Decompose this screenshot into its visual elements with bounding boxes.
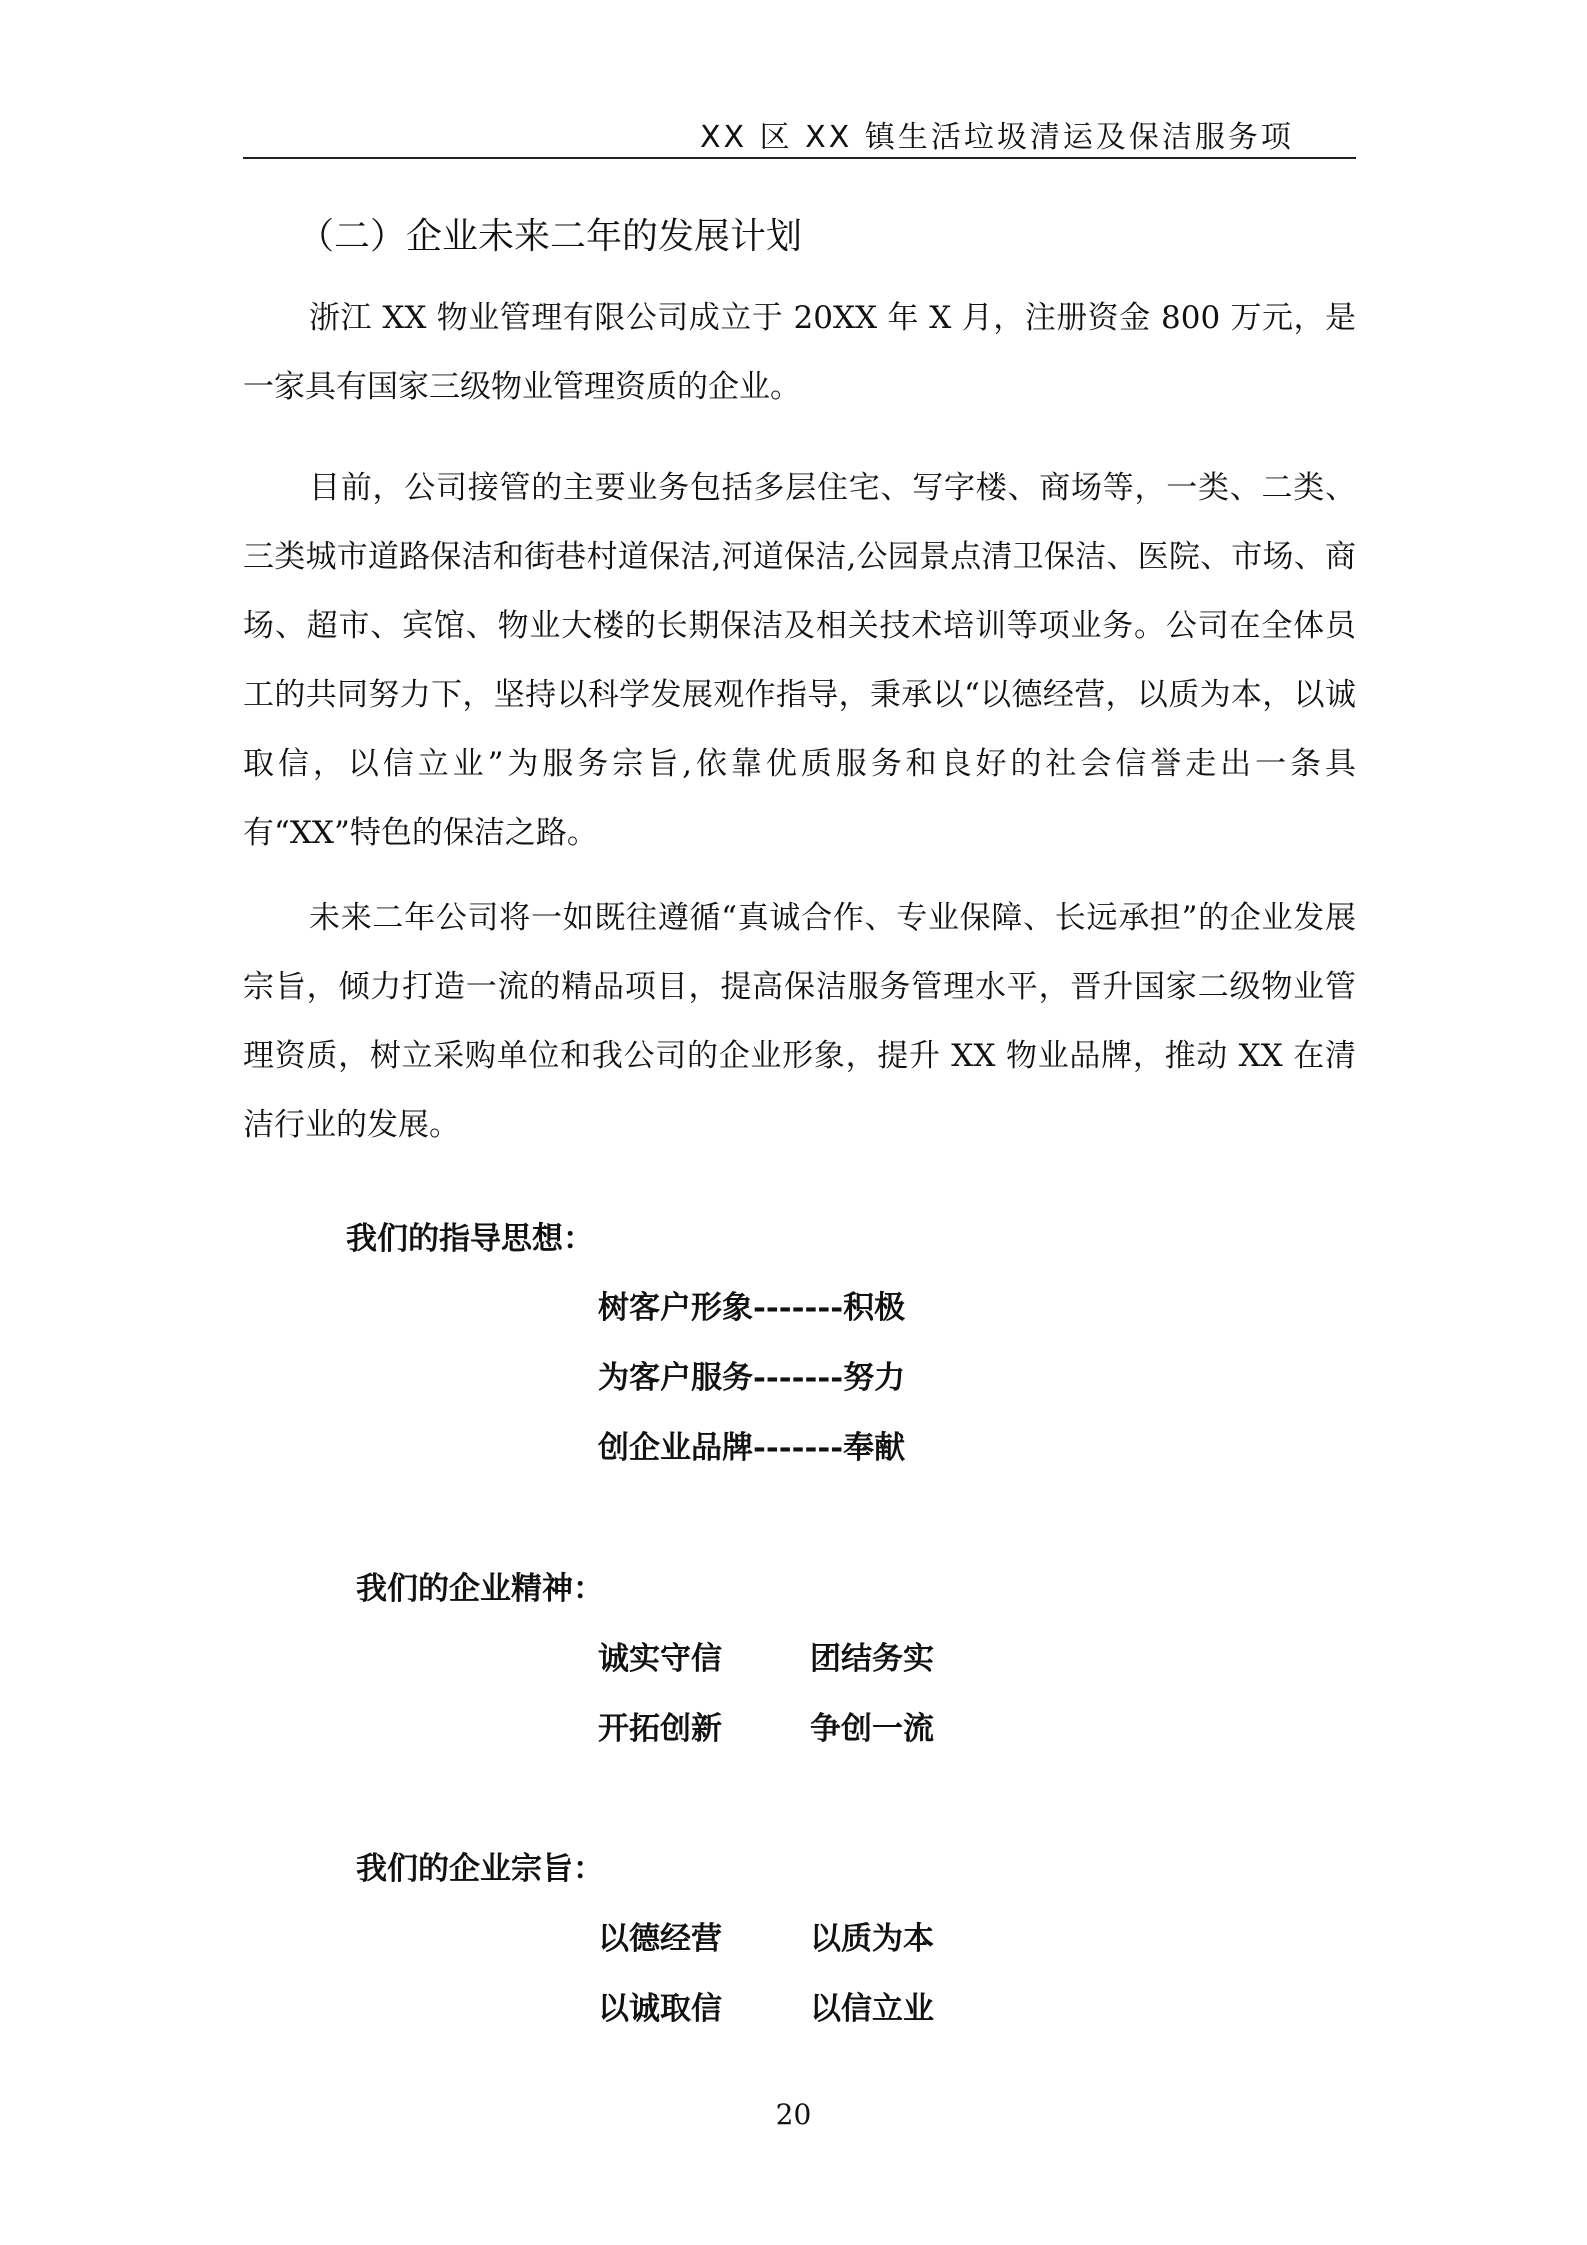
- header-title: XX 区 XX 镇生活垃圾清运及保洁服务项: [700, 120, 1294, 155]
- purpose-phrase: 以诚取信: [598, 1991, 722, 2027]
- spirit-phrase: 团结务实: [810, 1641, 934, 1677]
- section-title: （二）企业未来二年的发展计划: [298, 216, 803, 257]
- guiding-thought-heading: 我们的指导思想：: [346, 1221, 594, 1257]
- enterprise-purpose-heading: 我们的企业宗旨：: [356, 1851, 604, 1887]
- enterprise-purpose-row: [598, 1913, 934, 1958]
- paragraph-future-plan: 未来二年公司将一如既往遵循“真诚合作、专业保障、长远承担”的企业发展宗旨，倾力打造一流的精品项目，提高保洁服务管理水平，晋升国家二级物业管理资质，树立采购单位和我公司的企业形象，提升 XX 物业品牌，推动 XX 在清洁行业的发展。: [243, 900, 1356, 1143]
- spirit-phrase: 诚实守信: [598, 1641, 722, 1677]
- header-divider: [243, 157, 1356, 159]
- purpose-phrase: 以德经营: [598, 1921, 722, 1957]
- enterprise-purpose-row: [598, 1983, 934, 2028]
- purpose-phrase: 以信立业: [810, 1991, 934, 2027]
- enterprise-spirit-row: [598, 1633, 934, 1678]
- guiding-thought-line: 树客户形象-------积极: [598, 1290, 906, 1326]
- guiding-thought-line: 创企业品牌-------奉献: [598, 1430, 906, 1466]
- spirit-phrase: 开拓创新: [598, 1711, 722, 1747]
- enterprise-spirit-row: [598, 1703, 934, 1748]
- guiding-thought-line: 为客户服务-------努力: [598, 1360, 906, 1396]
- paragraph-company-intro: 浙江 XX 物业管理有限公司成立于 20XX 年 X 月，注册资金 800 万元，是一家具有国家三级物业管理资质的企业。: [243, 300, 1356, 405]
- spirit-phrase: 争创一流: [810, 1711, 934, 1747]
- enterprise-spirit-heading: 我们的企业精神：: [356, 1571, 604, 1607]
- page-number: 20: [775, 2098, 812, 2131]
- purpose-phrase: 以质为本: [810, 1921, 934, 1957]
- paragraph-business-scope: 目前，公司接管的主要业务包括多层住宅、写字楼、商场等，一类、二类、三类城市道路保洁和街巷村道保洁,河道保洁,公园景点清卫保洁、医院、市场、商场、超市、宾馆、物业大楼的长期保洁及相关技术培训等项业务。公司在全体员工的共同努力下，坚持以科学发展观作指导，秉承以“以德经营，以质为本，以诚取信，以信立业”为服务宗旨,依靠优质服务和良好的社会信誉走出一条具有“XX”特色的保洁之路。: [243, 470, 1356, 851]
